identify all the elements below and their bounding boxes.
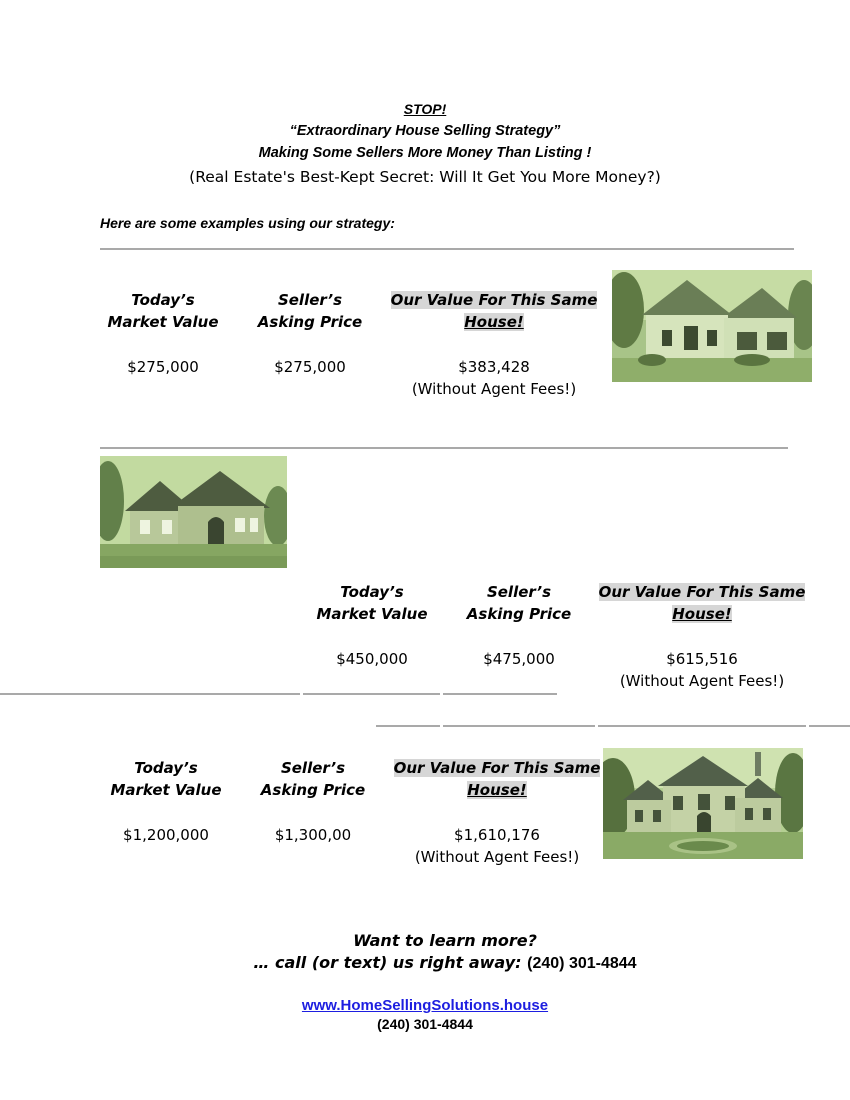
divider xyxy=(443,693,557,695)
without-fees-note: (Without Agent Fees!) xyxy=(411,380,577,398)
stop-heading: STOP! xyxy=(403,101,447,117)
label-asking-price: Asking Price xyxy=(260,781,366,799)
without-fees-note: (Without Agent Fees!) xyxy=(619,672,785,690)
divider xyxy=(376,725,440,727)
divider xyxy=(100,447,788,449)
our-value-amount: $615,516 xyxy=(666,650,738,668)
divider xyxy=(809,725,850,727)
market-value: $275,000 xyxy=(127,358,199,376)
house-photo-1 xyxy=(612,270,812,382)
our-value-amount: $383,428 xyxy=(458,358,530,376)
footer-phone[interactable]: (240) 301-4844 xyxy=(377,1016,473,1032)
label-todays: Today’s xyxy=(134,759,198,777)
call-to-action xyxy=(0,930,850,975)
label-sellers: Seller’s xyxy=(486,583,552,601)
cta-phone[interactable]: (240) 301-4844 xyxy=(527,955,637,972)
examples-intro: Here are some examples using our strategy: xyxy=(100,215,395,231)
without-fees-note: (Without Agent Fees!) xyxy=(414,848,580,866)
website-link[interactable]: www.HomeSellingSolutions.house xyxy=(301,997,549,1014)
label-market-value: Market Value xyxy=(107,313,219,331)
asking-price-label xyxy=(444,581,594,625)
divider xyxy=(100,248,794,250)
label-asking-price: Asking Price xyxy=(466,605,572,623)
market-value: $450,000 xyxy=(336,650,408,668)
call-text: … call (or text) us right away: xyxy=(253,953,528,972)
label-house: House! xyxy=(464,313,524,331)
market-value-label xyxy=(91,757,241,801)
asking-price: $275,000 xyxy=(274,358,346,376)
divider xyxy=(0,693,300,695)
label-our-value: Our Value For This Same xyxy=(598,583,806,601)
market-value-label xyxy=(297,581,447,625)
learn-more-question: Want to learn more? xyxy=(353,931,537,950)
asking-price-label xyxy=(235,289,385,333)
asking-price: $1,300,00 xyxy=(274,826,352,844)
our-value-amount: $1,610,176 xyxy=(454,826,540,844)
secret-question: (Real Estate's Best-Kept Secret: Will It Get You More Money?) xyxy=(189,168,661,186)
label-our-value: Our Value For This Same xyxy=(393,759,601,777)
asking-price-label xyxy=(238,757,388,801)
our-value xyxy=(393,824,601,868)
label-asking-price: Asking Price xyxy=(257,313,363,331)
market-value-label xyxy=(88,289,238,333)
house-photo-2 xyxy=(100,456,287,568)
strategy-title: “Extraordinary House Selling Strategy” xyxy=(289,123,561,139)
house-photo-3 xyxy=(603,748,803,859)
market-value: $1,200,000 xyxy=(123,826,209,844)
label-market-value: Market Value xyxy=(110,781,222,799)
label-house: House! xyxy=(467,781,527,799)
label-sellers: Seller’s xyxy=(280,759,346,777)
label-todays: Today’s xyxy=(340,583,404,601)
asking-price: $475,000 xyxy=(483,650,555,668)
label-market-value: Market Value xyxy=(316,605,428,623)
our-value-label xyxy=(598,581,806,625)
our-value xyxy=(390,356,598,400)
subtitle: Making Some Sellers More Money Than Listing ! xyxy=(258,145,592,161)
divider xyxy=(443,725,595,727)
call-line xyxy=(0,952,850,975)
our-value-label xyxy=(390,289,598,333)
divider xyxy=(303,693,440,695)
label-house: House! xyxy=(672,605,732,623)
our-value-label xyxy=(393,757,601,801)
our-value xyxy=(598,648,806,692)
divider xyxy=(598,725,806,727)
label-todays: Today’s xyxy=(131,291,195,309)
label-sellers: Seller’s xyxy=(277,291,343,309)
label-our-value: Our Value For This Same xyxy=(390,291,598,309)
